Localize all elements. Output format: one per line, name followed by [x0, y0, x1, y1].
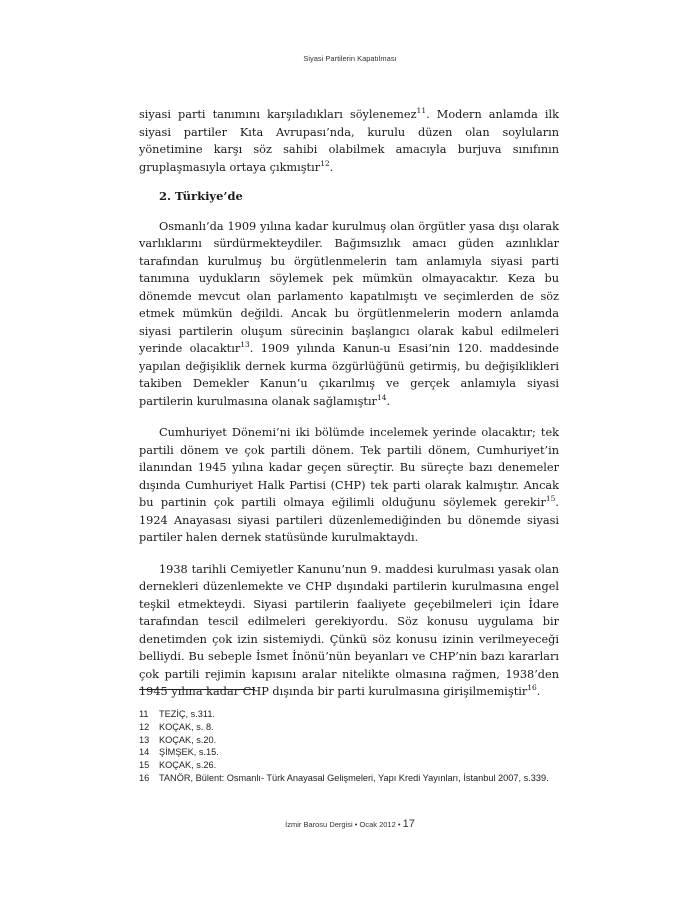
issue-date: Ocak 2012 [359, 820, 396, 829]
footnote-ref[interactable]: 13 [240, 340, 250, 350]
paragraph-text: . 1924 Anayasası siyasi partileri düzenlemediğinden bu dönemde siyasi partiler halen dernek statüsünde kurulmaktaydı. [139, 496, 559, 544]
footnote-ref[interactable]: 12 [320, 158, 330, 168]
footnote-ref[interactable]: 15 [545, 494, 556, 504]
footnote-ref[interactable]: 16 [527, 683, 537, 693]
footnote-item [139, 772, 559, 785]
paragraph-3 [139, 424, 559, 547]
footnote-divider [139, 689, 255, 690]
footnotes [139, 708, 559, 785]
section-heading: 2. Türkiye’de [159, 189, 243, 203]
footnote-number: 12 [139, 721, 150, 732]
paragraph-text: . [536, 685, 541, 698]
paragraph-1 [139, 106, 559, 176]
footnote-text: KOÇAK, s.26. [159, 760, 217, 771]
footnote-text: KOÇAK, s.20. [159, 734, 217, 745]
paragraph-text: Cumhuriyet Dönemi’ni iki bölümde incelemek yerinde olacaktır; tek partili dönem ve çok partili dönem. Tek partili dönem, Cumhuriyet’in ilanından 1945 yılına kadar geçen süreçtir. Bu süreçte bazı denemeler dışında Cumhuriyet Halk Partisi (CHP) tek parti olarak kalmıştır. Ancak bu partinin çok partili olmaya eğilimli olduğunu söylemek gerekir [139, 426, 559, 509]
footnote-item [139, 721, 559, 734]
footnote-number: 14 [139, 747, 150, 758]
paragraph-text: siyasi parti tanımını karşıladıkları söylenemez [139, 108, 417, 121]
footnote-item [139, 734, 559, 747]
paragraph-text: . Modern anlamda ilk siyasi partiler Kıta Avrupası’nda, kurulu düzen olan soyluların yönetimine karşı söz sahibi olabilmek amacıyla burjuva sınıfının gruplaşmasıyla ortaya çıkmıştır [139, 108, 559, 174]
page-number: 17 [402, 818, 415, 830]
footnote-text: TANÖR, Bülent: Osmanlı- Türk Anayasal Gelişmeleri, Yapı Kredi Yayınları, İstanbul 2007, s.339. [159, 772, 549, 783]
footnote-item [139, 708, 559, 721]
body-text [139, 106, 559, 701]
paragraph-text: . [386, 394, 391, 408]
footnote-ref[interactable]: 14 [376, 392, 387, 402]
footnote-number: 16 [139, 772, 150, 783]
paragraph-4 [139, 561, 559, 701]
paragraph-text: Osmanlı’da 1909 yılına kadar kurulmuş olan örgütler yasa dışı olarak varlıklarını sürdürmekteydiler. Bağımsızlık amacı güden azınlıklar tarafından kurulmuş bu örgütlenmelerin tam anlamıyla siyasi parti tanımına uydukların söylemek pek mümkün olmayacaktır. Keza bu dönemde mevcut olan parlamento kapatılmıştı ve seçimlerden de söz etmek mümkün değildi. Ancak bu örgütlenmelerin modern anlamda siyasi partilerin oluşum sürecinin başlangıcı olarak kabul edilmeleri yerinde olacaktır [139, 219, 559, 355]
footer-separator: • [397, 820, 401, 829]
paragraph-text: . 1909 yılında Kanun-u Esasi’nin 120. maddesinde yapılan değişiklik dernek kurma özgürlüğünü getirmiş, bu değişiklikleri takiben Demekler Kanun’u çıkarılmış ve gerçek anlamıyla siyasi partilerin kurulmasına olanak sağlamıştır [139, 342, 559, 408]
footnote-ref[interactable]: 11 [416, 106, 427, 116]
footnote-item [139, 746, 559, 759]
footnote-item [139, 759, 559, 772]
footnote-number: 15 [139, 760, 150, 771]
paragraph-text: 1938 tarihli Cemiyetler Kanunu’nun 9. maddesi kurulması yasak olan dernekleri düzenlemekte ve CHP dışındaki partilerin kurulmasına engel teşkil etmekteydi. Siyasi partilerin faaliyete geçebilmeleri için İdare tarafından tescil edilmeleri gerekiyordu. Söz konusu uygulama bir denetimden çok izin sistemiydi. Çünkü söz konusu izinin verilmeyeceği belliydi. Bu sebeple İsmet İnönü’nün beyanları ve CHP’nin bazı kararları çok partili rejimin kapısını aralar nitelikte olmasına rağmen, 1938’den 1945 yılına kadar CHP dışında bir parti kurulmasına girişilmemiştir [139, 562, 559, 698]
footnote-number: 11 [139, 709, 149, 719]
footer-separator: • [354, 820, 358, 829]
footnote-number: 13 [139, 734, 150, 745]
journal-name: İzmir Barosu Dergisi [285, 820, 353, 829]
footnote-text: KOÇAK, s. 8. [159, 721, 214, 732]
footnote-text: ŞİMŞEK, s.15. [159, 747, 219, 758]
footnote-text: TEZİÇ, s.311. [159, 709, 215, 719]
page-footer [0, 818, 700, 830]
paragraph-text: . [329, 160, 334, 174]
paragraph-2 [139, 218, 559, 411]
running-header: Siyasi Partilerin Kapatılması [303, 54, 397, 63]
